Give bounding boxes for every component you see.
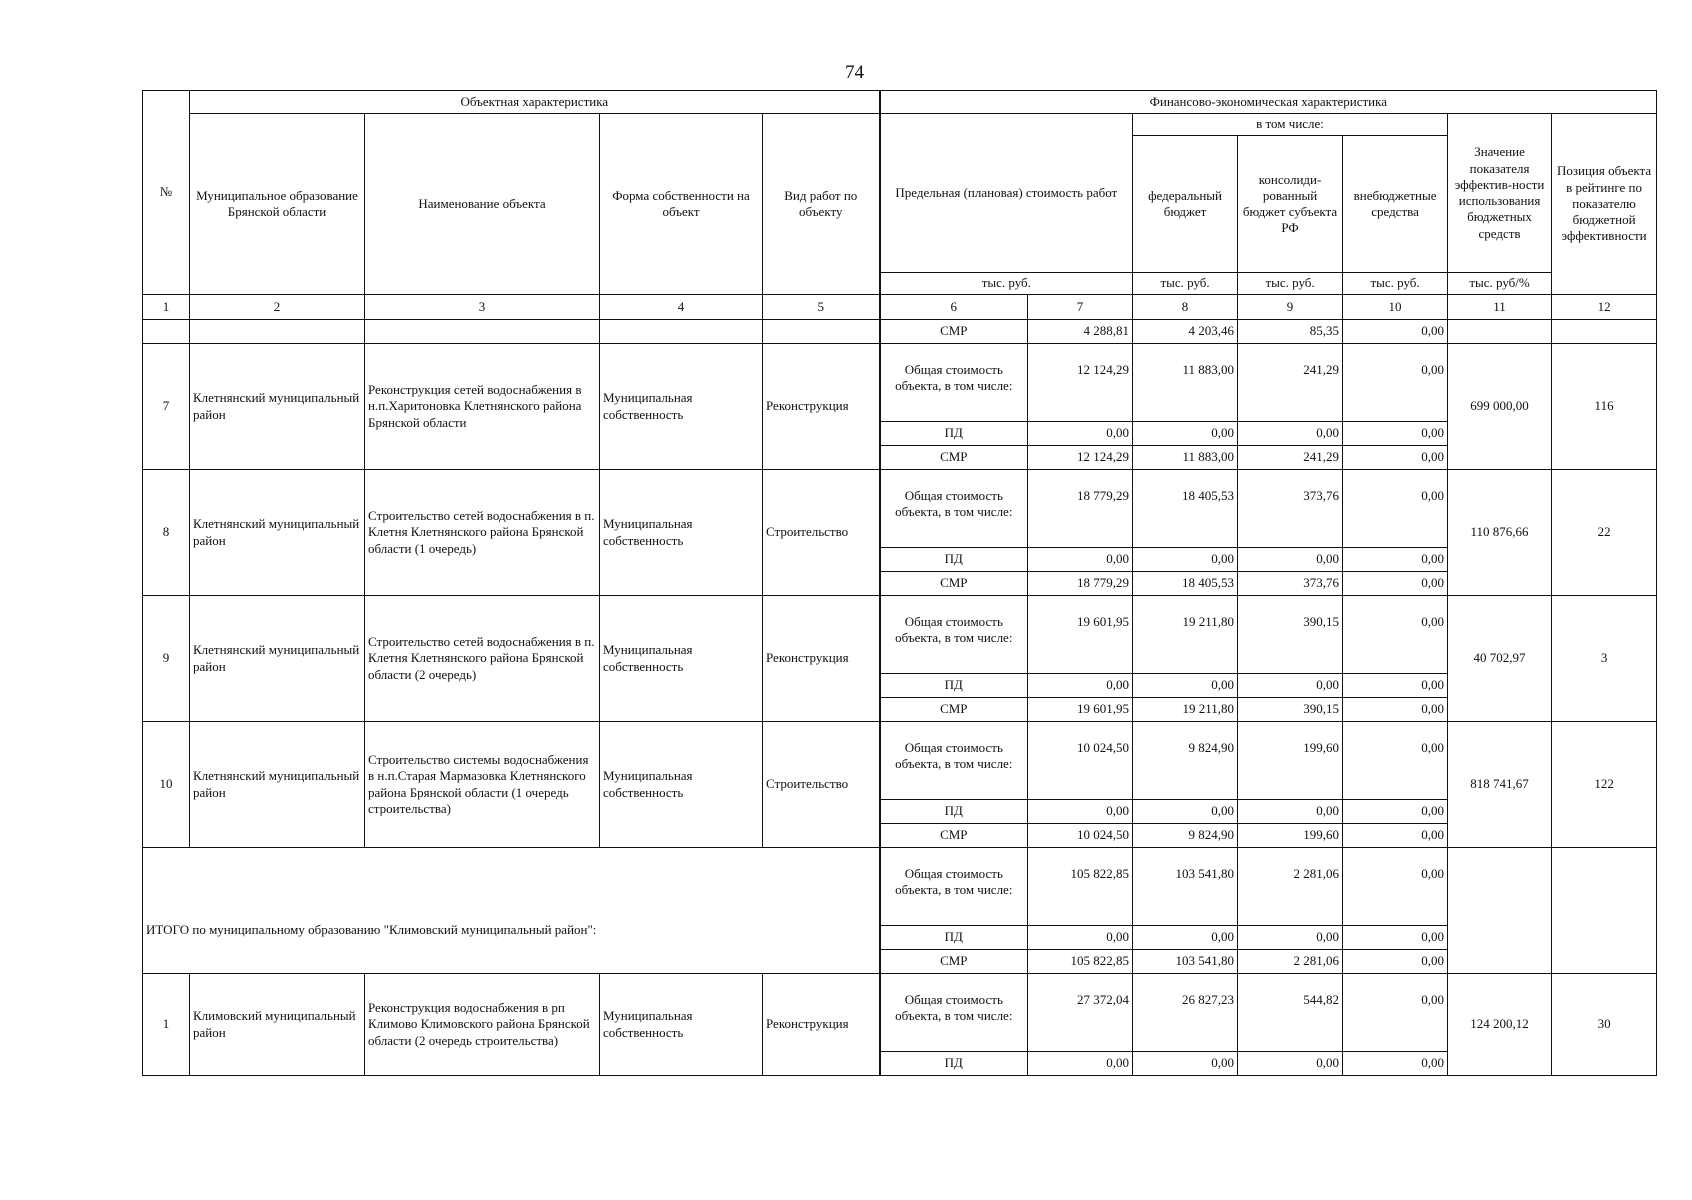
header-work-type: Вид работ по объекту bbox=[763, 114, 880, 295]
federal-cell: 103 541,80 bbox=[1133, 950, 1238, 974]
cost-cell: 0,00 bbox=[1028, 422, 1133, 446]
municipality-cell: Клетнянский муниципальный район bbox=[190, 344, 365, 470]
federal-cell: 0,00 bbox=[1133, 674, 1238, 698]
cost-cell: 0,00 bbox=[1028, 1052, 1133, 1076]
consolidated-cell: 0,00 bbox=[1238, 800, 1343, 824]
efficiency-cell: 124 200,12 bbox=[1448, 974, 1552, 1076]
municipality-cell: Клетнянский муниципальный район bbox=[190, 722, 365, 848]
ownership-cell: Муниципальная собственность bbox=[600, 344, 763, 470]
unit-efficiency: тыс. руб/% bbox=[1448, 273, 1552, 295]
pd-label: ПД bbox=[880, 926, 1028, 950]
extrabudget-cell: 0,00 bbox=[1343, 698, 1448, 722]
federal-cell: 11 883,00 bbox=[1133, 344, 1238, 422]
total-label: Общая стоимость объекта, в том числе: bbox=[880, 344, 1028, 422]
extrabudget-cell: 0,00 bbox=[1343, 950, 1448, 974]
federal-cell: 0,00 bbox=[1133, 422, 1238, 446]
ownership-cell: Муниципальная собственность bbox=[600, 596, 763, 722]
municipality-cell: Клетнянский муниципальный район bbox=[190, 596, 365, 722]
consolidated-cell: 199,60 bbox=[1238, 824, 1343, 848]
position-cell: 122 bbox=[1552, 722, 1657, 848]
header-no: № bbox=[143, 91, 190, 295]
federal-cell: 0,00 bbox=[1133, 548, 1238, 572]
header-planned-cost: Предельная (плановая) стоимость работ bbox=[880, 114, 1133, 273]
extrabudget-cell: 0,00 bbox=[1343, 674, 1448, 698]
col-number: 6 bbox=[880, 295, 1028, 320]
total-label: Общая стоимость объекта, в том числе: bbox=[880, 596, 1028, 674]
extrabudget-cell: 0,00 bbox=[1343, 548, 1448, 572]
cost-cell: 0,00 bbox=[1028, 926, 1133, 950]
unit-federal: тыс. руб. bbox=[1133, 273, 1238, 295]
unit-extrabudget: тыс. руб. bbox=[1343, 273, 1448, 295]
object-name-cell: Строительство сетей водоснабжения в п. Клетня Клетнянского района Брянской области (1 очередь) bbox=[365, 470, 600, 596]
cost-cell: 18 779,29 bbox=[1028, 572, 1133, 596]
col-number: 9 bbox=[1238, 295, 1343, 320]
cost-cell: 0,00 bbox=[1028, 800, 1133, 824]
federal-cell: 0,00 bbox=[1133, 1052, 1238, 1076]
federal-cell: 26 827,23 bbox=[1133, 974, 1238, 1052]
extrabudget-cell: 0,00 bbox=[1343, 848, 1448, 926]
pd-label: ПД bbox=[880, 422, 1028, 446]
object-number: 9 bbox=[143, 596, 190, 722]
header-efficiency: Значение показателя эффектив-ности использования бюджетных средств bbox=[1448, 114, 1552, 273]
object-name-cell: Строительство системы водоснабжения в н.п.Старая Мармазовка Клетнянского района Брянской области (1 очередь строительства) bbox=[365, 722, 600, 848]
col-number: 8 bbox=[1133, 295, 1238, 320]
extrabudget-cell: 0,00 bbox=[1343, 344, 1448, 422]
cost-cell: 19 601,95 bbox=[1028, 698, 1133, 722]
total-label: Общая стоимость объекта, в том числе: bbox=[880, 470, 1028, 548]
federal-cell: 0,00 bbox=[1133, 800, 1238, 824]
header-ownership: Форма собственности на объект bbox=[600, 114, 763, 295]
cost-cell: 105 822,85 bbox=[1028, 950, 1133, 974]
federal-cell: 19 211,80 bbox=[1133, 596, 1238, 674]
cost-cell: 10 024,50 bbox=[1028, 722, 1133, 800]
pd-label: ПД bbox=[880, 1052, 1028, 1076]
extrabudget-cell: 0,00 bbox=[1343, 722, 1448, 800]
federal-cell: 18 405,53 bbox=[1133, 572, 1238, 596]
table-row bbox=[143, 470, 1657, 548]
object-name-cell: Реконструкция водоснабжения в рп Климово Климовского района Брянской области (2 очередь строительства) bbox=[365, 974, 600, 1076]
position-cell: 30 bbox=[1552, 974, 1657, 1076]
consolidated-cell: 199,60 bbox=[1238, 722, 1343, 800]
extrabudget-cell: 0,00 bbox=[1343, 422, 1448, 446]
federal-cell: 9 824,90 bbox=[1133, 824, 1238, 848]
work-type-cell: Реконструкция bbox=[763, 344, 880, 470]
header-object-name: Наименование объекта bbox=[365, 114, 600, 295]
consolidated-cell: 2 281,06 bbox=[1238, 950, 1343, 974]
col-number: 10 bbox=[1343, 295, 1448, 320]
header-municipality: Муниципальное образование Брянской области bbox=[190, 114, 365, 295]
pd-label: ПД bbox=[880, 674, 1028, 698]
consolidated-cell: 2 281,06 bbox=[1238, 848, 1343, 926]
consolidated-cell: 0,00 bbox=[1238, 926, 1343, 950]
consolidated-cell: 373,76 bbox=[1238, 470, 1343, 548]
smr-label: СМР bbox=[880, 572, 1028, 596]
col-number: 11 bbox=[1448, 295, 1552, 320]
efficiency-cell: 699 000,00 bbox=[1448, 344, 1552, 470]
extrabudget-cell: 0,00 bbox=[1343, 824, 1448, 848]
total-label: Общая стоимость объекта, в том числе: bbox=[880, 848, 1028, 926]
federal-cell: 9 824,90 bbox=[1133, 722, 1238, 800]
federal-cell: 103 541,80 bbox=[1133, 848, 1238, 926]
smr-label: СМР bbox=[880, 446, 1028, 470]
object-number: 10 bbox=[143, 722, 190, 848]
position-cell: 22 bbox=[1552, 470, 1657, 596]
col-number: 7 bbox=[1028, 295, 1133, 320]
object-number: 7 bbox=[143, 344, 190, 470]
consolidated-cell: 0,00 bbox=[1238, 1052, 1343, 1076]
extrabudget-cell: 0,00 bbox=[1343, 470, 1448, 548]
smr-label: СМР bbox=[880, 950, 1028, 974]
column-numbers-row bbox=[143, 295, 1657, 320]
object-name-cell: Реконструкция сетей водоснабжения в н.п.Харитоновка Клетнянского района Брянской области bbox=[365, 344, 600, 470]
cost-cell: 0,00 bbox=[1028, 674, 1133, 698]
consolidated-cell: 544,82 bbox=[1238, 974, 1343, 1052]
extrabudget-cell: 0,00 bbox=[1343, 572, 1448, 596]
consolidated-cell: 241,29 bbox=[1238, 446, 1343, 470]
consolidated-cell: 85,35 bbox=[1238, 320, 1343, 344]
table-row bbox=[143, 320, 1657, 344]
object-number: 8 bbox=[143, 470, 190, 596]
consolidated-cell: 241,29 bbox=[1238, 344, 1343, 422]
efficiency-cell: 40 702,97 bbox=[1448, 596, 1552, 722]
cost-cell: 19 601,95 bbox=[1028, 596, 1133, 674]
federal-cell: 19 211,80 bbox=[1133, 698, 1238, 722]
extrabudget-cell: 0,00 bbox=[1343, 446, 1448, 470]
table-row bbox=[143, 722, 1657, 800]
total-label: Общая стоимость объекта, в том числе: bbox=[880, 722, 1028, 800]
cost-cell: 12 124,29 bbox=[1028, 446, 1133, 470]
total-label: Общая стоимость объекта, в том числе: bbox=[880, 974, 1028, 1052]
total-block-label: ИТОГО по муниципальному образованию "Климовский муниципальный район": bbox=[143, 848, 880, 974]
ownership-cell: Муниципальная собственность bbox=[600, 470, 763, 596]
smr-label: СМР bbox=[880, 698, 1028, 722]
consolidated-cell: 390,15 bbox=[1238, 596, 1343, 674]
consolidated-cell: 0,00 bbox=[1238, 548, 1343, 572]
work-type-cell: Реконструкция bbox=[763, 596, 880, 722]
municipality-cell: Климовский муниципальный район bbox=[190, 974, 365, 1076]
consolidated-cell: 0,00 bbox=[1238, 422, 1343, 446]
object-name-cell: Строительство сетей водоснабжения в п. Клетня Клетнянского района Брянской области (2 очередь) bbox=[365, 596, 600, 722]
efficiency-cell: 110 876,66 bbox=[1448, 470, 1552, 596]
col-number: 1 bbox=[143, 295, 190, 320]
position-cell: 116 bbox=[1552, 344, 1657, 470]
unit-cost: тыс. руб. bbox=[880, 273, 1133, 295]
work-type-cell: Реконструкция bbox=[763, 974, 880, 1076]
cost-cell: 0,00 bbox=[1028, 548, 1133, 572]
cost-cell: 105 822,85 bbox=[1028, 848, 1133, 926]
header-federal: федеральный бюджет bbox=[1133, 136, 1238, 273]
table-row bbox=[143, 596, 1657, 674]
total-row bbox=[143, 848, 1657, 926]
cost-cell: 10 024,50 bbox=[1028, 824, 1133, 848]
work-type-cell: Строительство bbox=[763, 722, 880, 848]
federal-cell: 0,00 bbox=[1133, 926, 1238, 950]
header-extrabudget: внебюджетные средства bbox=[1343, 136, 1448, 273]
pd-label: ПД bbox=[880, 548, 1028, 572]
cost-cell: 12 124,29 bbox=[1028, 344, 1133, 422]
federal-cell: 11 883,00 bbox=[1133, 446, 1238, 470]
extrabudget-cell: 0,00 bbox=[1343, 1052, 1448, 1076]
header-finance-group: Финансово-экономическая характеристика bbox=[880, 91, 1657, 114]
col-number: 3 bbox=[365, 295, 600, 320]
financial-table bbox=[142, 90, 1657, 1076]
page-number: 74 bbox=[845, 62, 864, 83]
header-including: в том числе: bbox=[1133, 114, 1448, 136]
header-consolidated: консолиди-рованный бюджет субъекта РФ bbox=[1238, 136, 1343, 273]
header-position: Позиция объекта в рейтинге по показателю бюджетной эффективности bbox=[1552, 114, 1657, 295]
table-row bbox=[143, 344, 1657, 422]
col-number: 5 bbox=[763, 295, 880, 320]
extrabudget-cell: 0,00 bbox=[1343, 800, 1448, 824]
position-cell: 3 bbox=[1552, 596, 1657, 722]
row-label: СМР bbox=[880, 320, 1028, 344]
cost-cell: 4 288,81 bbox=[1028, 320, 1133, 344]
col-number: 4 bbox=[600, 295, 763, 320]
pd-label: ПД bbox=[880, 800, 1028, 824]
ownership-cell: Муниципальная собственность bbox=[600, 722, 763, 848]
extrabudget-cell: 0,00 bbox=[1343, 974, 1448, 1052]
extrabudget-cell: 0,00 bbox=[1343, 596, 1448, 674]
federal-cell: 4 203,46 bbox=[1133, 320, 1238, 344]
cost-cell: 18 779,29 bbox=[1028, 470, 1133, 548]
table-row bbox=[143, 974, 1657, 1052]
cost-cell: 27 372,04 bbox=[1028, 974, 1133, 1052]
col-number: 12 bbox=[1552, 295, 1657, 320]
efficiency-cell: 818 741,67 bbox=[1448, 722, 1552, 848]
unit-consolidated: тыс. руб. bbox=[1238, 273, 1343, 295]
header-object-group: Объектная характеристика bbox=[190, 91, 880, 114]
ownership-cell: Муниципальная собственность bbox=[600, 974, 763, 1076]
consolidated-cell: 0,00 bbox=[1238, 674, 1343, 698]
extrabudget-cell: 0,00 bbox=[1343, 926, 1448, 950]
work-type-cell: Строительство bbox=[763, 470, 880, 596]
federal-cell: 18 405,53 bbox=[1133, 470, 1238, 548]
extrabudget-cell: 0,00 bbox=[1343, 320, 1448, 344]
col-number: 2 bbox=[190, 295, 365, 320]
municipality-cell: Клетнянский муниципальный район bbox=[190, 470, 365, 596]
smr-label: СМР bbox=[880, 824, 1028, 848]
consolidated-cell: 373,76 bbox=[1238, 572, 1343, 596]
object-number: 1 bbox=[143, 974, 190, 1076]
consolidated-cell: 390,15 bbox=[1238, 698, 1343, 722]
